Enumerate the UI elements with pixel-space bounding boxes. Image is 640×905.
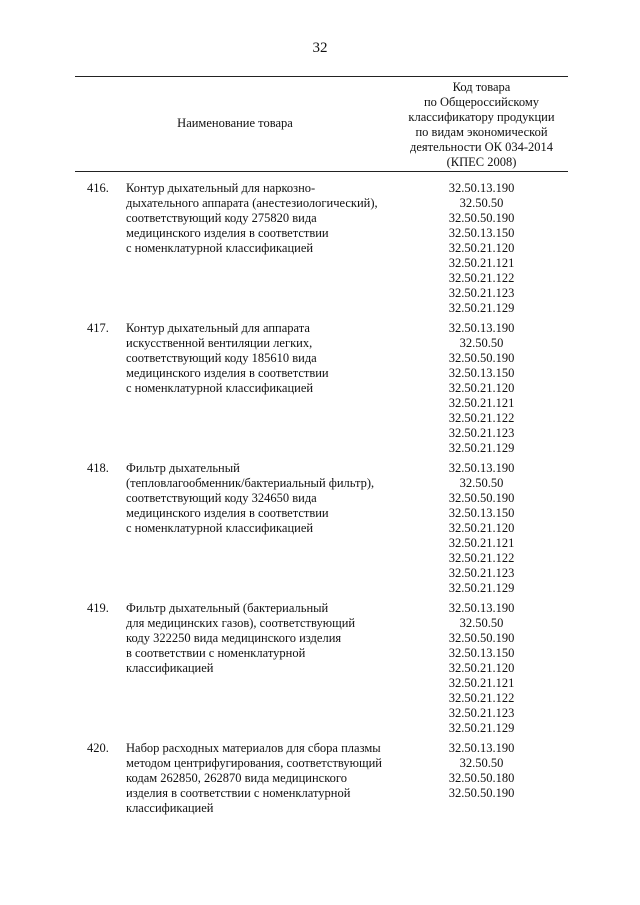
entry-code: 32.50.21.122 bbox=[448, 271, 515, 285]
entry-name-line: (тепловлагообменник/бактериальный фильтр), bbox=[126, 476, 375, 490]
entry-code: 32.50.50 bbox=[459, 336, 504, 350]
entry-code: 32.50.21.120 bbox=[448, 661, 515, 675]
entry-code: 32.50.13.190 bbox=[448, 321, 515, 335]
table-row bbox=[0, 601, 640, 741]
entry-name-line: классификацией bbox=[126, 801, 214, 815]
entry-name-line: с номенклатурной классификацией bbox=[126, 241, 314, 255]
page-number: 32 bbox=[312, 40, 328, 56]
column-header-name: Наименование товара bbox=[177, 116, 293, 130]
entry-code: 32.50.21.120 bbox=[448, 521, 515, 535]
entry-codes bbox=[395, 461, 568, 596]
entry-name-line: Контур дыхательный для аппарата bbox=[126, 321, 310, 335]
entry-name-line: классификацией bbox=[126, 661, 214, 675]
entry-name-line: дыхательного аппарата (анестезиологический), bbox=[126, 196, 378, 210]
entry-codes bbox=[395, 741, 568, 801]
entry-code: 32.50.13.150 bbox=[448, 646, 515, 660]
entry-code: 32.50.21.123 bbox=[448, 286, 515, 300]
entry-name-line: методом центрифугирования, соответствующий bbox=[126, 756, 382, 770]
entry-code: 32.50.50 bbox=[459, 196, 504, 210]
entry-number: 419. bbox=[87, 601, 109, 615]
code-header-line: Код товара bbox=[452, 80, 511, 94]
entry-name bbox=[126, 741, 396, 816]
entry-code: 32.50.21.129 bbox=[448, 301, 515, 315]
entry-number: 417. bbox=[87, 321, 109, 335]
entry-code: 32.50.50.190 bbox=[448, 631, 515, 645]
code-header-line: (КПЕС 2008) bbox=[446, 155, 517, 169]
entry-code: 32.50.21.122 bbox=[448, 411, 515, 425]
code-header-line: по Общероссийскому bbox=[423, 95, 540, 109]
entry-name bbox=[126, 181, 396, 256]
entry-name-line: Набор расходных материалов для сбора плазмы bbox=[126, 741, 381, 755]
entry-name-line: искусственной вентиляции легких, bbox=[126, 336, 313, 350]
entry-code: 32.50.13.150 bbox=[448, 506, 515, 520]
entry-name-line: Фильтр дыхательный (бактериальный bbox=[126, 601, 329, 615]
entry-code: 32.50.21.120 bbox=[448, 381, 515, 395]
entry-code: 32.50.21.121 bbox=[448, 536, 515, 550]
entry-name-line: с номенклатурной классификацией bbox=[126, 381, 314, 395]
entry-name-line: соответствующий коду 185610 вида bbox=[126, 351, 317, 365]
entry-code: 32.50.50.190 bbox=[448, 211, 515, 225]
entry-code: 32.50.50.190 bbox=[448, 351, 515, 365]
entry-name-line: медицинского изделия в соответствии bbox=[126, 366, 329, 380]
entry-name-line: в соответствии с номенклатурной bbox=[126, 646, 306, 660]
code-header-line: по видам экономической bbox=[415, 125, 548, 139]
entry-code: 32.50.13.190 bbox=[448, 181, 515, 195]
code-header-line: деятельности ОК 034-2014 bbox=[409, 140, 554, 154]
entry-code: 32.50.21.122 bbox=[448, 551, 515, 565]
entry-code: 32.50.21.123 bbox=[448, 706, 515, 720]
entry-codes bbox=[395, 321, 568, 456]
entry-code: 32.50.21.123 bbox=[448, 426, 515, 440]
entry-number: 416. bbox=[87, 181, 109, 195]
entry-code: 32.50.13.150 bbox=[448, 226, 515, 240]
entry-code: 32.50.13.190 bbox=[448, 601, 515, 615]
header-top-rule bbox=[75, 76, 568, 77]
entry-name bbox=[126, 321, 396, 396]
entry-code: 32.50.21.121 bbox=[448, 676, 515, 690]
entry-name-line: медицинского изделия в соответствии bbox=[126, 226, 329, 240]
entry-name bbox=[126, 601, 396, 676]
table-row bbox=[0, 321, 640, 461]
table-row bbox=[0, 741, 640, 881]
entry-code: 32.50.21.129 bbox=[448, 581, 515, 595]
entry-code: 32.50.50.180 bbox=[448, 771, 515, 785]
table-row bbox=[0, 181, 640, 321]
entry-name-line: соответствующий коду 324650 вида bbox=[126, 491, 317, 505]
entry-name-line: медицинского изделия в соответствии bbox=[126, 506, 329, 520]
entry-code: 32.50.21.120 bbox=[448, 241, 515, 255]
entry-code: 32.50.50 bbox=[459, 616, 504, 630]
entry-number: 420. bbox=[87, 741, 109, 755]
entry-code: 32.50.50 bbox=[459, 476, 504, 490]
entry-code: 32.50.21.121 bbox=[448, 256, 515, 270]
entry-name-line: коду 322250 вида медицинского изделия bbox=[126, 631, 342, 645]
entry-code: 32.50.13.150 bbox=[448, 366, 515, 380]
entry-name bbox=[126, 461, 396, 536]
code-header-line: классификатору продукции bbox=[408, 110, 555, 124]
entry-name-line: с номенклатурной классификацией bbox=[126, 521, 314, 535]
entry-code: 32.50.50.190 bbox=[448, 491, 515, 505]
entry-codes bbox=[395, 181, 568, 316]
entry-code: 32.50.13.190 bbox=[448, 461, 515, 475]
entry-name-line: для медицинских газов), соответствующий bbox=[126, 616, 356, 630]
entry-name-line: Фильтр дыхательный bbox=[126, 461, 240, 475]
entry-name-line: Контур дыхательный для наркозно- bbox=[126, 181, 316, 195]
entry-name-line: соответствующий коду 275820 вида bbox=[126, 211, 317, 225]
table-row bbox=[0, 461, 640, 601]
entry-code: 32.50.13.190 bbox=[448, 741, 515, 755]
entry-code: 32.50.50.190 bbox=[448, 786, 515, 800]
entry-code: 32.50.21.121 bbox=[448, 396, 515, 410]
entry-name-line: изделия в соответствии с номенклатурной bbox=[126, 786, 351, 800]
entry-code: 32.50.21.129 bbox=[448, 441, 515, 455]
entry-code: 32.50.21.123 bbox=[448, 566, 515, 580]
entry-codes bbox=[395, 601, 568, 736]
entry-code: 32.50.21.129 bbox=[448, 721, 515, 735]
entry-code: 32.50.50 bbox=[459, 756, 504, 770]
entry-code: 32.50.21.122 bbox=[448, 691, 515, 705]
header-bottom-rule bbox=[75, 171, 568, 172]
entry-number: 418. bbox=[87, 461, 109, 475]
entries-list bbox=[0, 181, 640, 881]
column-header-code bbox=[395, 80, 568, 170]
entry-name-line: кодам 262850, 262870 вида медицинского bbox=[126, 771, 347, 785]
